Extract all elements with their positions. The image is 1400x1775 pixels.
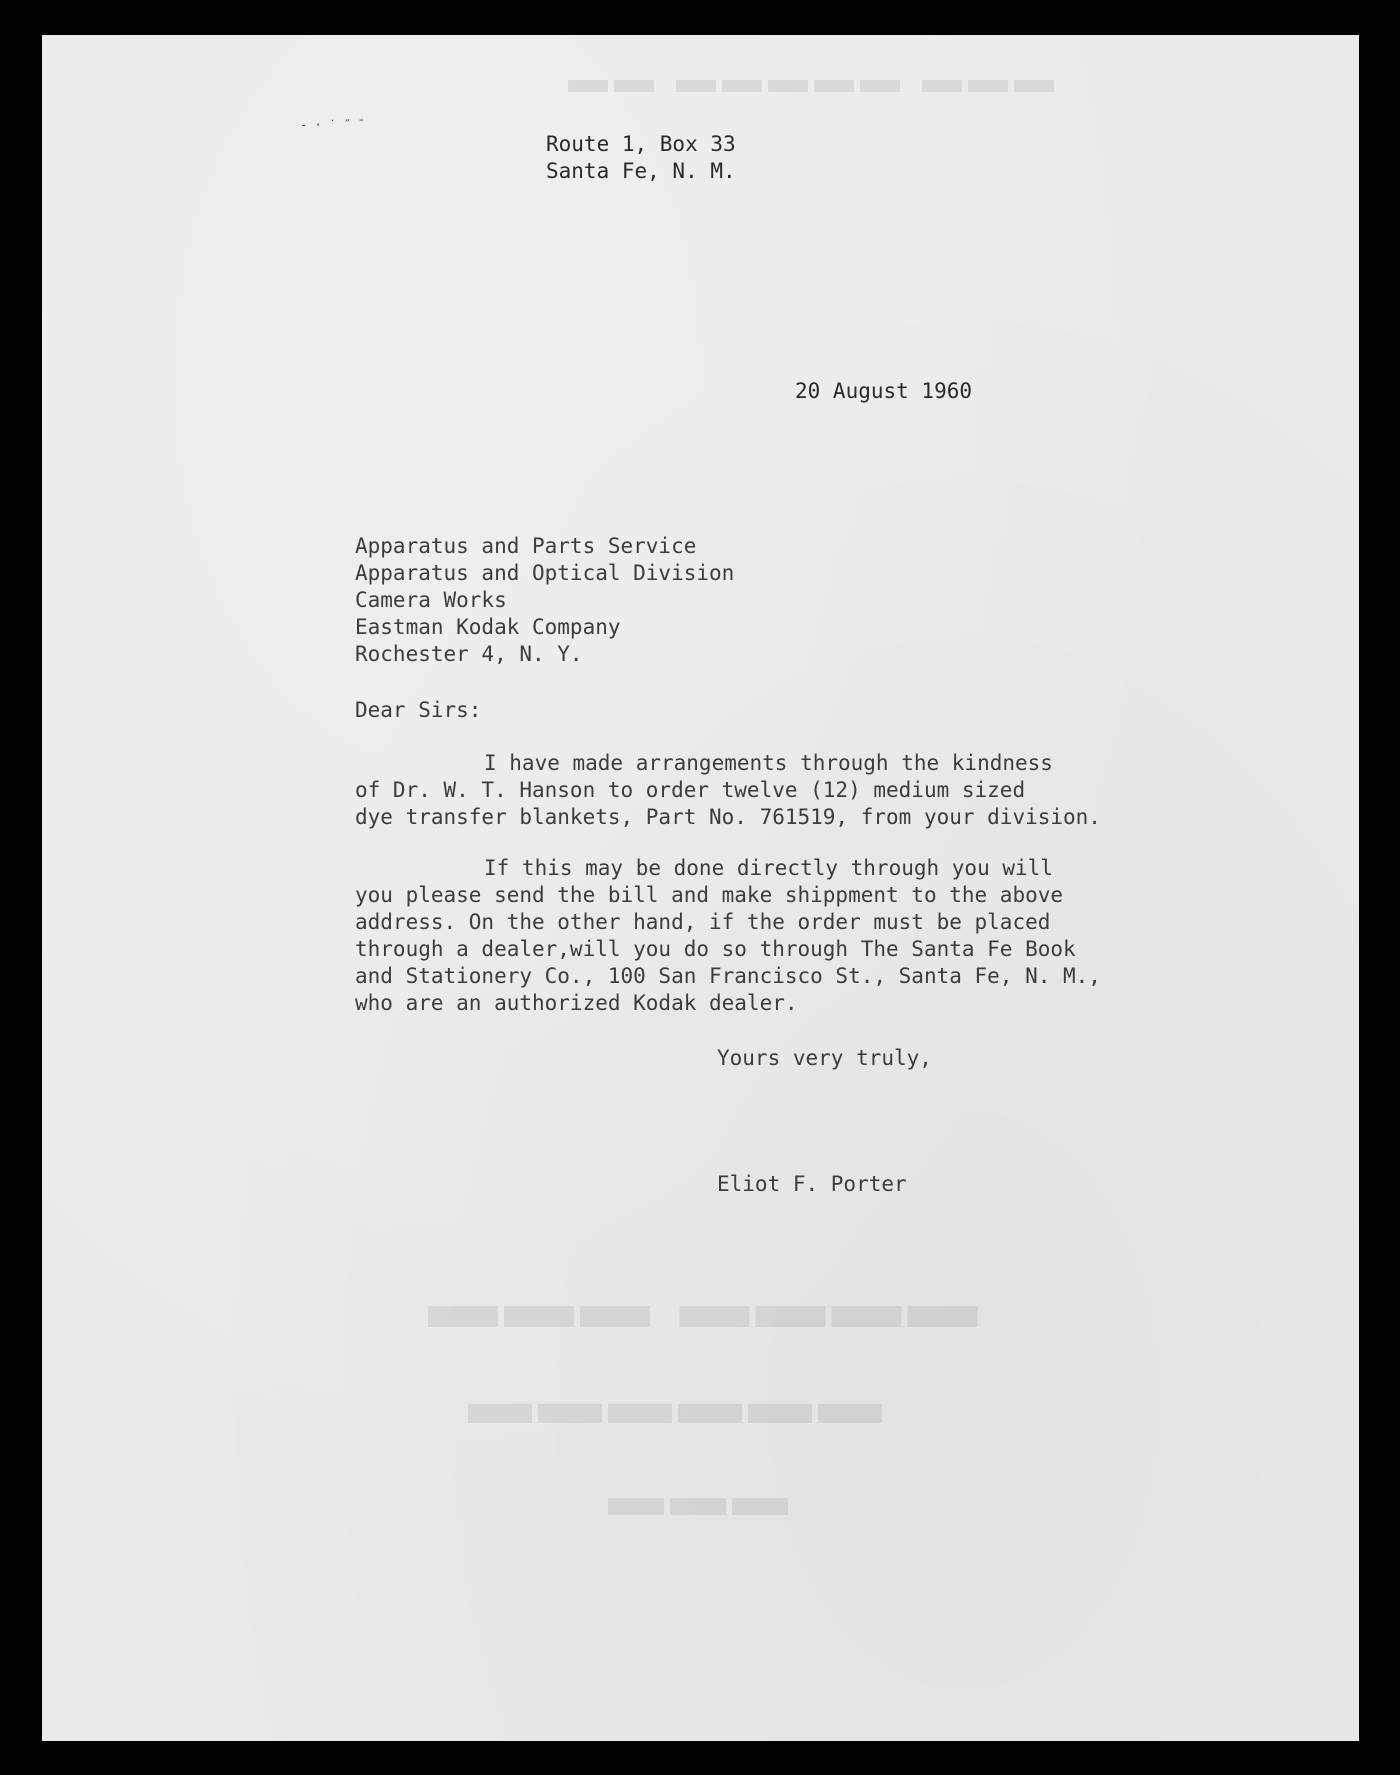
return-address-line-1: Route 1, Box 33 xyxy=(546,132,736,156)
letter-page xyxy=(42,35,1359,1741)
recipient-line-5: Rochester 4, N. Y. xyxy=(355,642,583,666)
recipient-line-4: Eastman Kodak Company xyxy=(355,615,621,639)
paragraph-2-line-5: and Stationery Co., 100 San Francisco St., Santa Fe, N. M., xyxy=(355,964,1101,988)
show-through-marks-lower-3: ▬▬▬ xyxy=(602,1466,788,1528)
paragraph-2-line-3: address. On the other hand, if the order must be placed xyxy=(355,910,1051,934)
closing: Yours very truly, xyxy=(717,1046,932,1070)
paragraph-1-line-2: of Dr. W. T. Hanson to order twelve (12) medium sized xyxy=(355,778,1026,802)
paragraph-2-line-1: If this may be done directly through you will xyxy=(484,856,1053,880)
paragraph-2-line-4: through a dealer,will you do so through The Santa Fe Book xyxy=(355,937,1076,961)
show-through-marks: ▬▬▬ ▬▬▬▬▬ ▬▬ xyxy=(562,56,1054,101)
paragraph-2-line-6: who are an authorized Kodak dealer. xyxy=(355,991,798,1015)
letter-date: 20 August 1960 xyxy=(795,379,973,403)
show-through-marks-lower: ▬▬▬▬ ▬▬▬ xyxy=(422,1266,978,1343)
signature-name: Eliot F. Porter xyxy=(717,1172,907,1196)
ink-specks: - · ˙ ˝ ˉ xyxy=(300,118,366,132)
show-through-marks-lower-2: ▬▬▬▬▬▬ xyxy=(462,1366,882,1437)
paragraph-2-line-2: you please send the bill and make shippment to the above xyxy=(355,883,1064,907)
paragraph-1-line-3: dye transfer blankets, Part No. 761519, from your division. xyxy=(355,805,1101,829)
paragraph-1-line-1: I have made arrangements through the kindness xyxy=(484,751,1053,775)
recipient-line-3: Camera Works xyxy=(355,588,507,612)
recipient-line-2: Apparatus and Optical Division xyxy=(355,561,735,585)
recipient-line-1: Apparatus and Parts Service xyxy=(355,534,697,558)
return-address-line-2: Santa Fe, N. M. xyxy=(546,159,736,183)
salutation: Dear Sirs: xyxy=(355,698,482,722)
